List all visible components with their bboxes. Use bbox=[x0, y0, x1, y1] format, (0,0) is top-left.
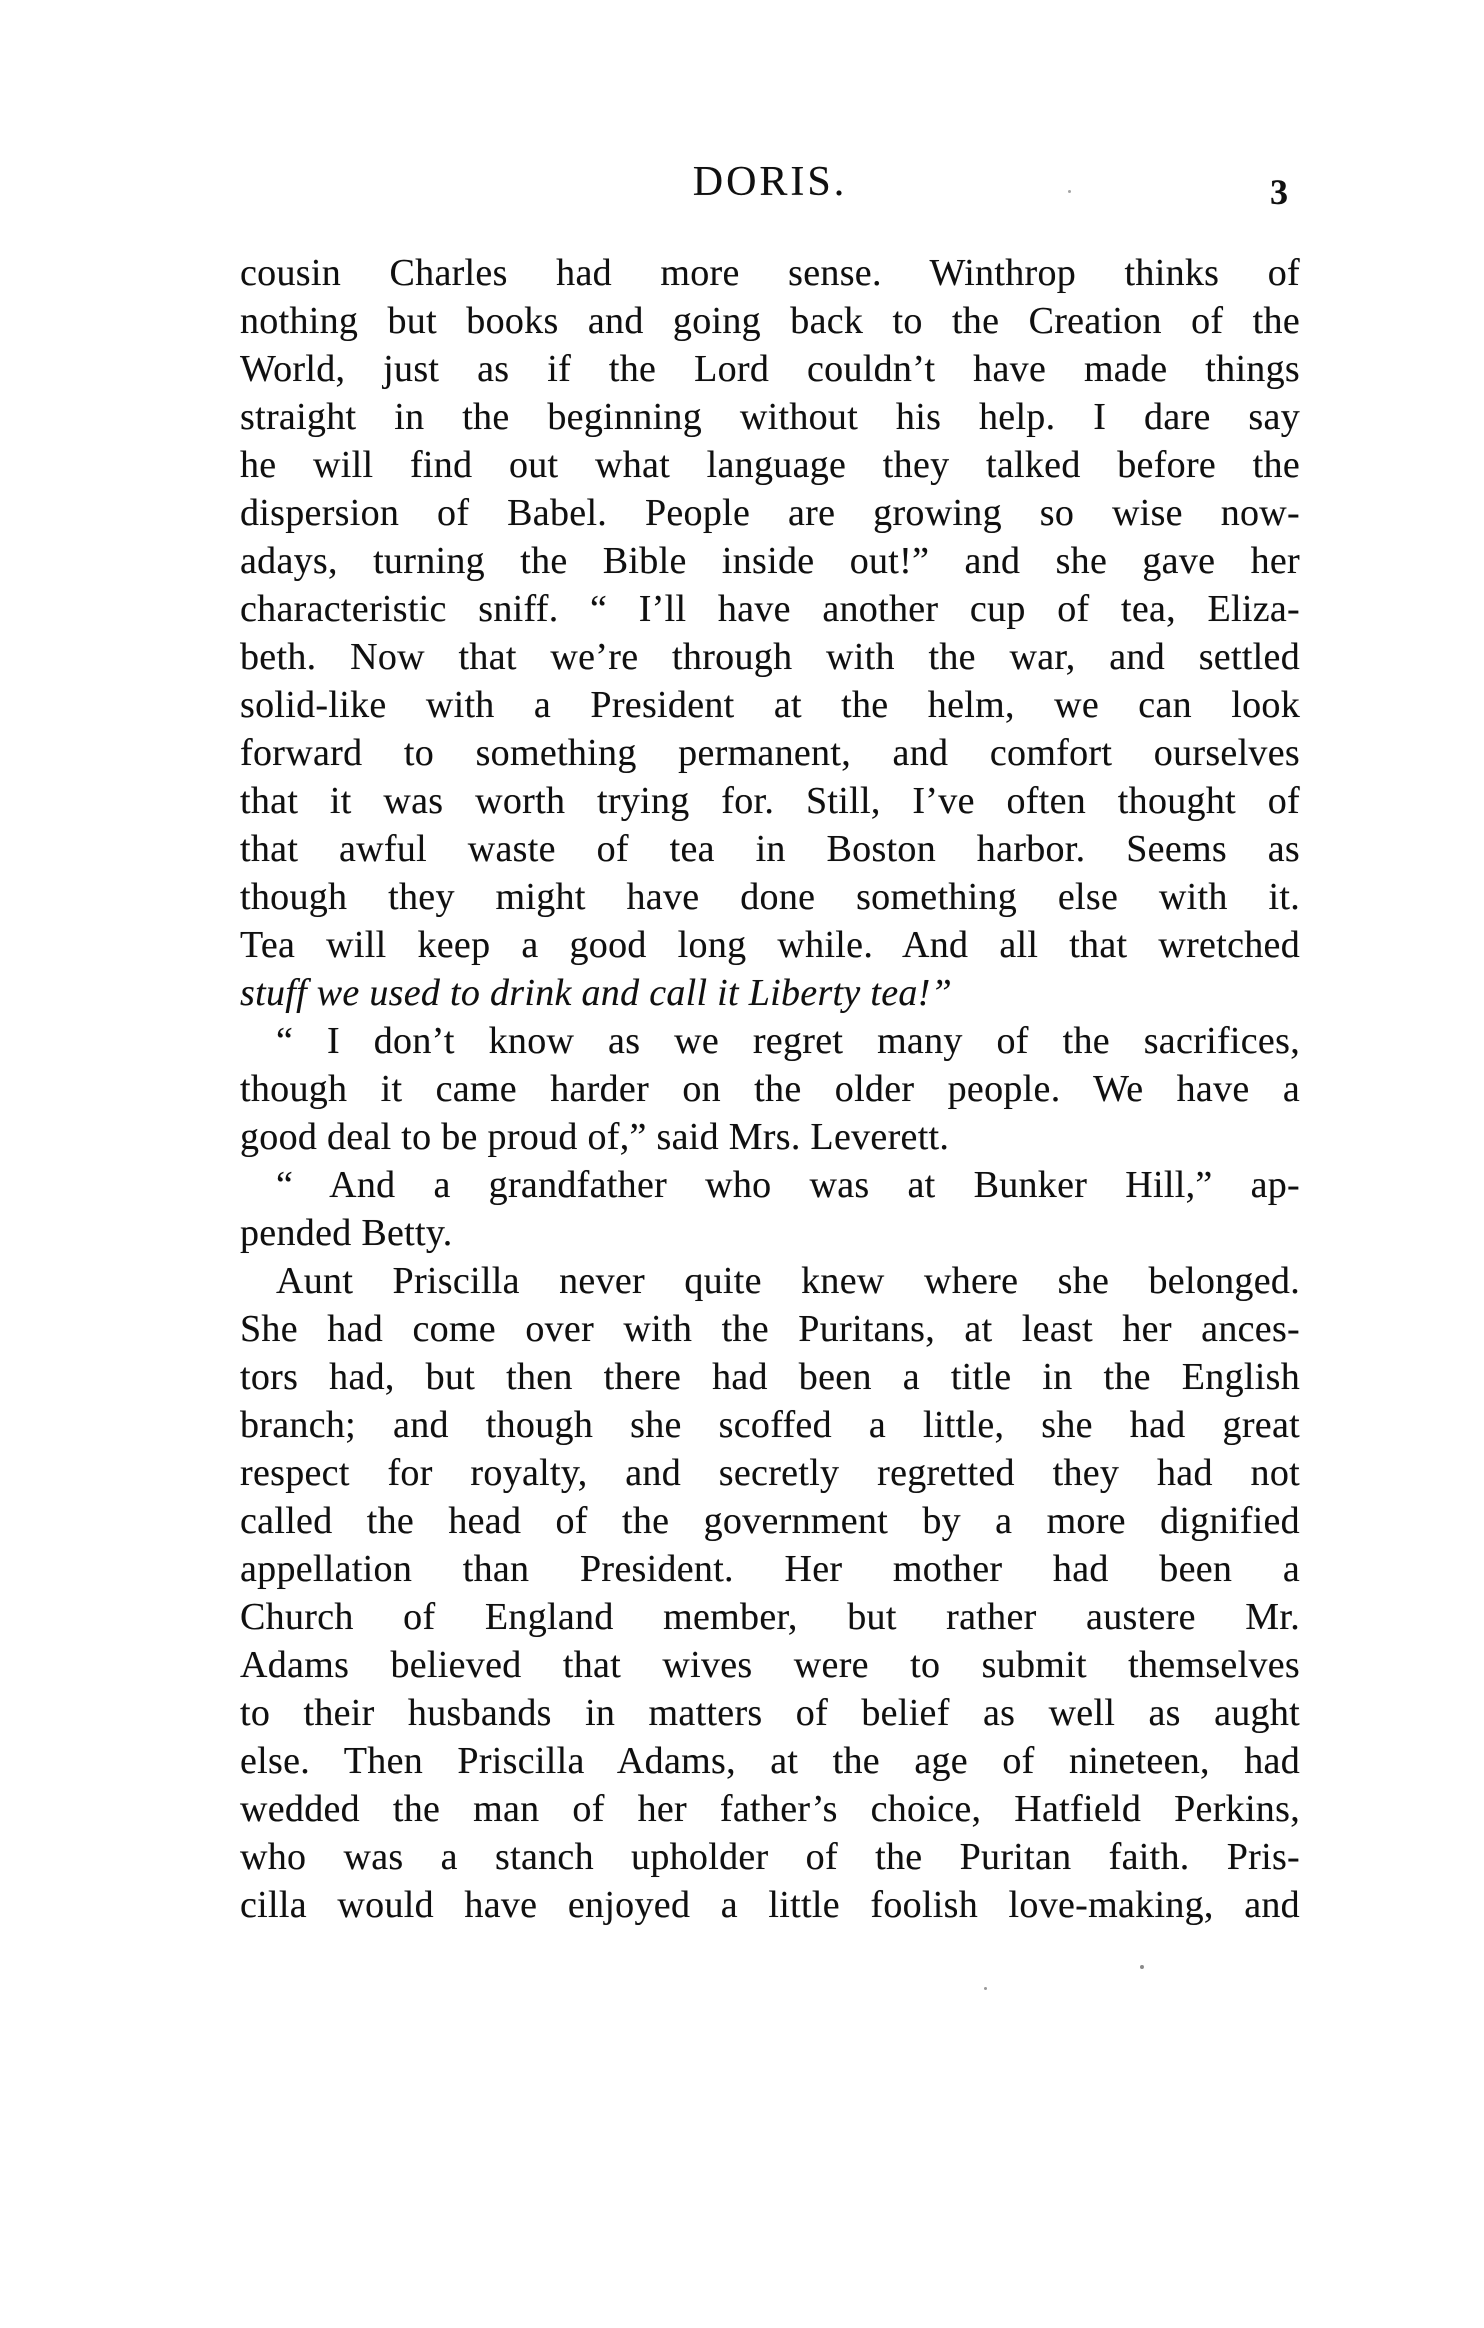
text-line: cousin Charles had more sense. Winthrop thinks of bbox=[240, 252, 1300, 294]
paragraph bbox=[240, 1257, 1300, 1929]
text-line: that it was worth trying for. Still, I’ve often thought of bbox=[240, 780, 1300, 822]
text-line: to their husbands in matters of belief as well as aught bbox=[240, 1692, 1300, 1734]
text-line: Aunt Priscilla never quite knew where she belonged. bbox=[276, 1260, 1300, 1302]
text-line: cilla would have enjoyed a little foolish love-making, and bbox=[240, 1884, 1300, 1926]
text-line: forward to something permanent, and comfort ourselves bbox=[240, 732, 1300, 774]
scan-speckle bbox=[984, 1987, 987, 1990]
text-line: respect for royalty, and secretly regretted they had not bbox=[240, 1452, 1300, 1494]
text-line: good deal to be proud of,” said Mrs. Leverett. bbox=[240, 1116, 950, 1158]
text-line: nothing but books and going back to the Creation of the bbox=[240, 300, 1300, 342]
text-line: characteristic sniff. “ I’ll have another cup of tea, Eliza- bbox=[240, 588, 1300, 630]
scan-speckle bbox=[1068, 190, 1071, 193]
text-line: solid-like with a President at the helm, we can look bbox=[240, 684, 1300, 726]
text-line: wedded the man of her father’s choice, Hatfield Perkins, bbox=[240, 1788, 1300, 1830]
paragraph bbox=[240, 1017, 1300, 1161]
text-line: though it came harder on the older people. We have a bbox=[240, 1068, 1300, 1110]
text-line: Adams believed that wives were to submit themselves bbox=[240, 1644, 1300, 1686]
text-line: else. Then Priscilla Adams, at the age of nineteen, had bbox=[240, 1740, 1300, 1782]
text-line: “ I don’t know as we regret many of the sacrifices, bbox=[276, 1020, 1300, 1062]
text-line: though they might have done something else with it. bbox=[240, 876, 1300, 918]
text-line: branch; and though she scoffed a little, she had great bbox=[240, 1404, 1300, 1446]
text-line: appellation than President. Her mother had been a bbox=[240, 1548, 1300, 1590]
text-line: pended Betty. bbox=[240, 1212, 453, 1254]
text-line: dispersion of Babel. People are growing so wise now- bbox=[240, 492, 1300, 534]
paragraph bbox=[240, 1161, 1300, 1257]
text-line: World, just as if the Lord couldn’t have made things bbox=[240, 348, 1300, 390]
text-line: who was a stanch upholder of the Puritan faith. Pris- bbox=[240, 1836, 1300, 1878]
page-body bbox=[240, 249, 1300, 1929]
text-line: straight in the beginning without his help. I dare say bbox=[240, 396, 1300, 438]
text-line: She had come over with the Puritans, at least her ances- bbox=[240, 1308, 1300, 1350]
page-number: 3 bbox=[1270, 172, 1288, 212]
text-line: Church of England member, but rather austere Mr. bbox=[240, 1596, 1300, 1638]
running-head: DORIS. bbox=[692, 159, 848, 205]
text-line: called the head of the government by a more dignified bbox=[240, 1500, 1300, 1542]
text-line: that awful waste of tea in Boston harbor. Seems as bbox=[240, 828, 1300, 870]
text-line: Tea will keep a good long while. And all that wretched bbox=[240, 924, 1300, 966]
text-line: “ And a grandfather who was at Bunker Hill,” ap- bbox=[276, 1164, 1300, 1206]
paragraph bbox=[240, 249, 1300, 1017]
text-line: beth. Now that we’re through with the war, and settled bbox=[240, 636, 1300, 678]
text-line: he will find out what language they talked before the bbox=[240, 444, 1300, 486]
text-line: stuff we used to drink and call it Liberty tea!” bbox=[240, 972, 953, 1014]
scan-speckle bbox=[1140, 1965, 1144, 1969]
text-line: adays, turning the Bible inside out!” and she gave her bbox=[240, 540, 1300, 582]
text-line: tors had, but then there had been a title in the English bbox=[240, 1356, 1300, 1398]
